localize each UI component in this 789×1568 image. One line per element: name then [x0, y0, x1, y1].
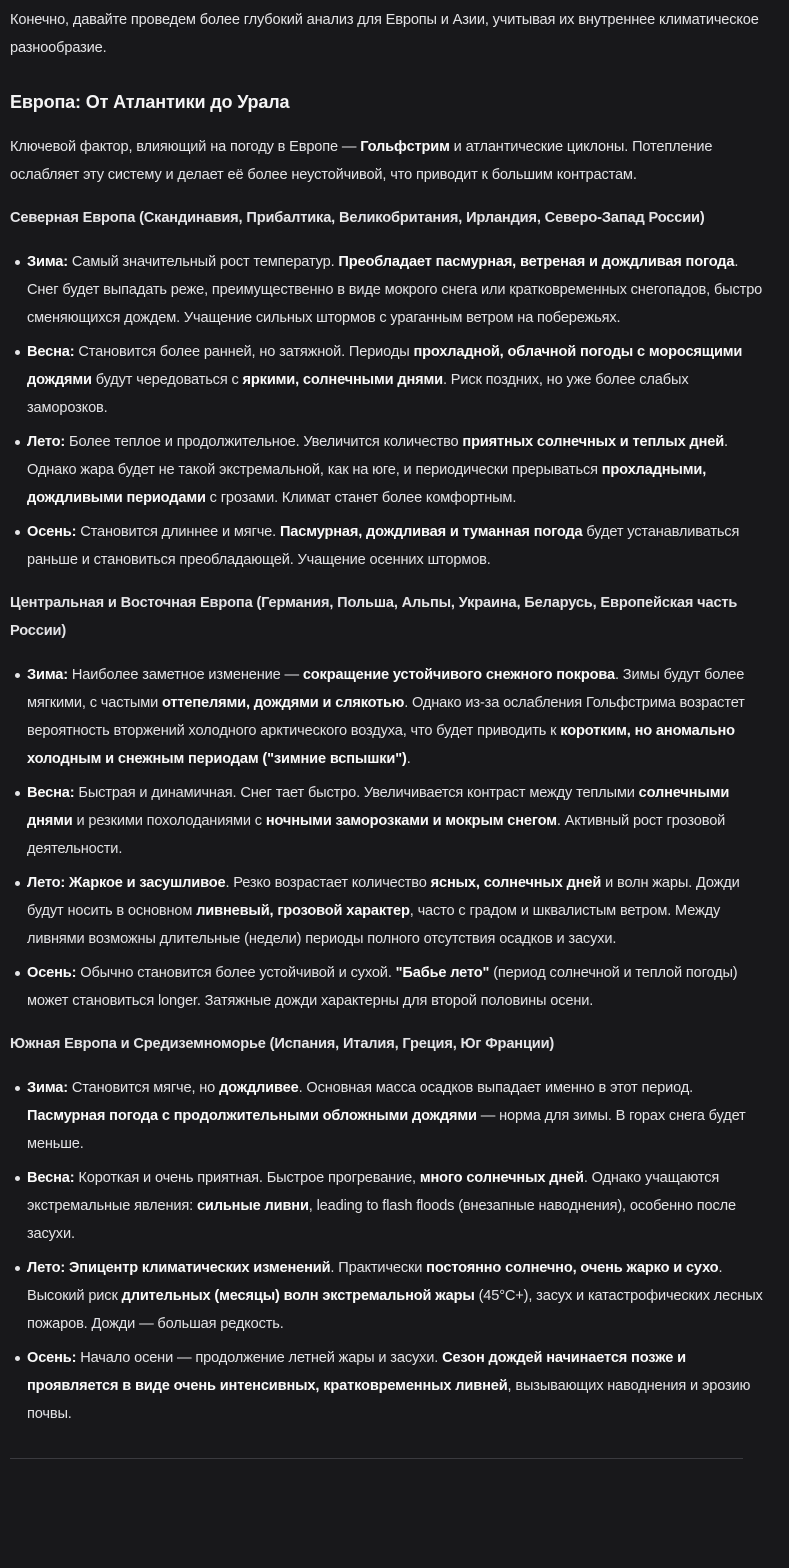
text-run: с грозами. Климат станет более комфортным. — [205, 490, 517, 506]
season-list-item — [27, 1074, 765, 1158]
text-run: и атлантические циклоны. Потепление ослабляет эту систему и делает её более неустойчивой, что приводит к большим контрастам. — [10, 139, 713, 183]
text-run: . Однако жара будет не такой экстремальной, как на юге, и периодически прерываться — [27, 434, 728, 478]
bold-text: прохладной, облачной погоды с моросящими дождями — [27, 344, 743, 388]
divider — [10, 1458, 743, 1459]
lead-paragraph — [10, 133, 765, 189]
text-run: Обычно становится более устойчивой и сухой. — [76, 965, 396, 981]
season-list-item — [27, 428, 765, 512]
bold-text: ночными заморозками и мокрым снегом — [265, 813, 557, 829]
season-list-item — [27, 518, 765, 574]
season-list-item — [27, 959, 765, 1015]
text-run: . Основная масса осадков выпадает именно в этот период. — [298, 1080, 694, 1096]
season-list-item — [27, 248, 765, 332]
section-heading: Европа: От Атлантики до Урала — [10, 92, 290, 112]
bold-text: приятных солнечных и теплых дней — [462, 434, 725, 450]
text-run: . Однако учащаются экстремальные явления: — [27, 1170, 720, 1214]
text-run: , вызывающих наводнения и эрозию почвы. — [27, 1378, 751, 1422]
bold-text: Лето: Эпицентр климатических изменений — [27, 1260, 331, 1276]
text-run: Ключевой фактор, влияющий на погоду в Европе — — [10, 139, 361, 155]
text-run: . Резко возрастает количество — [225, 875, 431, 891]
season-list — [10, 1074, 765, 1428]
bold-text: сильные ливни — [196, 1198, 309, 1214]
bold-text: ясных, солнечных дней — [430, 875, 602, 891]
bold-text: Пасмурная погода с продолжительными обложными дождями — [27, 1108, 477, 1124]
intro-paragraph — [10, 6, 765, 62]
season-list — [10, 661, 765, 1015]
bold-text: Весна: — [27, 1170, 75, 1186]
bold-text: оттепелями, дождями и слякотью — [162, 695, 405, 711]
bold-text: длительных (месяцы) волн экстремальной жары — [121, 1288, 475, 1304]
bold-text: солнечными днями — [27, 785, 730, 829]
text-run: — норма для зимы. В горах снега будет меньше. — [27, 1108, 746, 1152]
bold-text: Осень: — [27, 524, 77, 540]
season-list-item — [27, 338, 765, 422]
text-run: Начало осени — продолжение летней жары и засухи. — [76, 1350, 443, 1366]
bold-text: Весна: — [27, 344, 75, 360]
text-run: , часто с градом и шквалистым ветром. Между ливнями возможны длительные (недели) периоды полного отсутствия осадков и засухи. — [27, 903, 721, 947]
text-run: будут чередоваться с — [91, 372, 243, 388]
season-list-item — [27, 1164, 765, 1248]
text-run: . Снег будет выпадать реже, преимущественно в виде мокрого снега или кратковременных снегопадов, быстро сменяющихся дождем. Учащение сильных штормов с ураганным ветром на побережьях. — [27, 254, 763, 326]
text-run: Становится мягче, но — [67, 1080, 220, 1096]
bold-text: Преобладает пасмурная, ветреная и дождливая погода — [338, 254, 735, 270]
text-run: Самый значительный рост температур. — [67, 254, 339, 270]
text-run: Становится более ранней, но затяжной. Периоды — [74, 344, 414, 360]
bold-text: дождливее — [219, 1080, 299, 1096]
text-run: будет устанавливаться раньше и становиться преобладающей. Учащение осенних штормов. — [27, 524, 740, 568]
season-list-item — [27, 661, 765, 773]
bold-text: Сезон дождей начинается позже и проявляется в виде очень интенсивных, кратковременных ливней — [27, 1350, 686, 1394]
text-run: Становится длиннее и мягче. — [76, 524, 280, 540]
text-run: Короткая и очень приятная. Быстрое прогревание, — [74, 1170, 420, 1186]
region-subheading: Центральная и Восточная Европа (Германия, Польша, Альпы, Украина, Беларусь, Европейская часть России) — [10, 595, 738, 639]
bold-text: Осень: — [27, 965, 77, 981]
bold-text: много солнечных дней — [419, 1170, 584, 1186]
regions — [10, 204, 765, 1428]
bold-text: сокращение устойчивого снежного покрова — [302, 667, 615, 683]
bold-text: Зима: — [27, 254, 68, 270]
bold-text: Лето: Жаркое и засушливое — [27, 875, 226, 891]
bold-text: Осень: — [27, 1350, 77, 1366]
season-list — [10, 248, 765, 574]
bold-text: Пасмурная, дождливая и туманная погода — [279, 524, 583, 540]
text-run: , leading to flash floods (внезапные наводнения), особенно после засухи. — [27, 1198, 736, 1242]
season-list-item — [27, 1254, 765, 1338]
text-run: Более теплое и продолжительное. Увеличится количество — [65, 434, 463, 450]
text-run: (45°C+), засух и катастрофических лесных пожаров. Дожди — большая редкость. — [27, 1288, 763, 1332]
season-list-item — [27, 779, 765, 863]
bold-text: Весна: — [27, 785, 75, 801]
bold-text: постоянно солнечно, очень жарко и сухо — [426, 1260, 719, 1276]
text-run: . Активный рост грозовой деятельности. — [27, 813, 726, 857]
text-run: . Зимы будут более мягкими, с частыми — [27, 667, 745, 711]
text-run: (период солнечной и теплой погоды) может становиться longer. Затяжные дожди характерны для второй половины осени. — [27, 965, 738, 1009]
text-run: Конечно, давайте проведем более глубокий анализ для Европы и Азии, учитывая их внутреннее климатическое разнообразие. — [10, 12, 759, 56]
text-run: . Практически — [330, 1260, 427, 1276]
text-run: Наиболее заметное изменение — — [67, 667, 303, 683]
bold-text: коротким, но аномально холодным и снежным периодам ("зимние вспышки") — [27, 723, 735, 767]
region-subheading: Северная Европа (Скандинавия, Прибалтика, Великобритания, Ирландия, Северо-Запад России) — [10, 210, 705, 226]
bold-text: Гольфстрим — [360, 139, 450, 155]
text-run: и волн жары. Дожди будут носить в основном — [27, 875, 740, 919]
bold-text: ливневый, грозовой характер — [196, 903, 410, 919]
season-list-item — [27, 869, 765, 953]
bold-text: прохладными, дождливыми периодами — [27, 462, 707, 506]
season-list-item — [27, 1344, 765, 1428]
text-run: . Однако из-за ослабления Гольфстрима возрастет вероятность вторжений холодного арктического воздуха, что будет приводить к — [27, 695, 745, 739]
text-run: . Риск поздних, но уже более слабых заморозков. — [27, 372, 689, 416]
bold-text: яркими, солнечными днями — [242, 372, 443, 388]
text-run: . — [406, 751, 411, 767]
region-subheading: Южная Европа и Средиземноморье (Испания, Италия, Греция, Юг Франции) — [10, 1036, 555, 1052]
bold-text: Зима: — [27, 1080, 68, 1096]
bold-text: "Бабье лето" — [395, 965, 490, 981]
bold-text: Лето: — [27, 434, 66, 450]
text-run: . Высокий риск — [27, 1260, 723, 1304]
text-run: Быстрая и динамичная. Снег тает быстро. Увеличивается контраст между теплыми — [74, 785, 639, 801]
bold-text: Зима: — [27, 667, 68, 683]
text-run: и резкими похолоданиями с — [72, 813, 266, 829]
